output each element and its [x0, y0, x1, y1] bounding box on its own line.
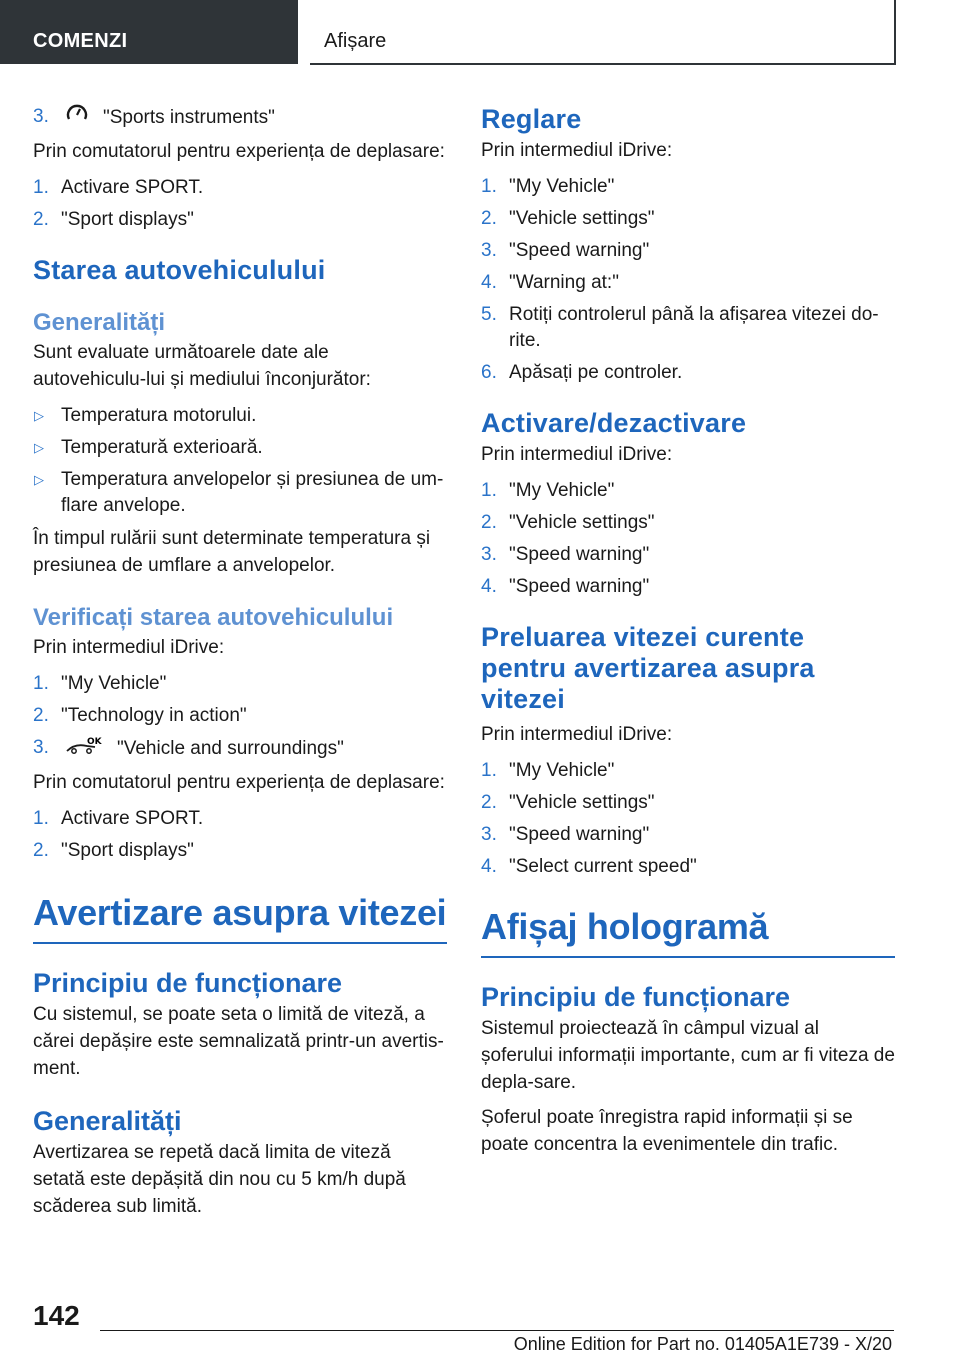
bullet-list — [33, 403, 447, 519]
general-text: Sunt evaluate următoarele date ale autovehiculu-lui și mediului înconjurător: — [33, 342, 371, 390]
list-item: 4. "Speed warning" — [481, 576, 650, 597]
list-item: 3. "Speed warning" — [481, 240, 650, 261]
chapter-title: Afișare — [324, 30, 387, 52]
list-item: 2. "Sport displays" — [33, 209, 194, 230]
steps-list — [481, 478, 895, 600]
sports-instruments-step: 3. "Sports instruments" — [33, 104, 447, 132]
steps-list — [481, 174, 895, 386]
triangle-bullet-icon: ▷ — [34, 472, 44, 487]
page-number: 142 — [33, 1300, 80, 1331]
idrive-intro: Prin intermediul iDrive: — [481, 140, 673, 161]
list-item: 3. "Speed warning" — [481, 544, 650, 565]
heading-toggle: Activare/dezactivare — [481, 408, 747, 438]
principle-text: Cu sistemul, se poate seta o limită de viteză, a cărei depășire este semnalizată printr-un avertis-ment. — [33, 1004, 444, 1079]
triangle-bullet-icon: ▷ — [34, 440, 44, 455]
list-item: ▷ Temperatura motorului. — [33, 403, 447, 429]
section-title: COMENZI — [33, 30, 128, 52]
list-item: 1. "My Vehicle" — [481, 480, 615, 501]
general2-text: Avertizarea se repetă dacă limita de viteză setată este depășită din nou cu 5 km/h după scăderea sub limită. — [33, 1142, 406, 1217]
list-item: 1. "My Vehicle" — [33, 673, 167, 694]
idrive-intro: Prin intermediul iDrive: — [481, 444, 673, 465]
steps-list — [33, 806, 447, 864]
list-item: 5. Rotiți controlerul până la afișarea vitezei do-rite. — [481, 304, 879, 351]
right-column — [481, 96, 895, 1158]
chapter-heading — [33, 892, 447, 944]
list-item: 2. "Vehicle settings" — [481, 208, 655, 229]
left-column — [33, 96, 447, 1220]
list-item: 2. "Vehicle settings" — [481, 792, 655, 813]
chapter-heading — [481, 906, 895, 958]
heading-hud: Afișaj hologramă — [481, 906, 769, 947]
list-item: 3. OK "Vehicle and surroundings" — [33, 735, 447, 763]
list-item: 1. Activare SPORT. — [33, 177, 204, 198]
idrive-intro: Prin intermediul iDrive: — [33, 637, 225, 658]
footer-divider — [100, 1330, 894, 1331]
steps-list — [33, 175, 447, 233]
driving-text: În timpul rulării sunt determinate temperatura și presiunea de umflare a anvelopelor. — [33, 528, 431, 576]
list-item: 4. "Warning at:" — [481, 272, 619, 293]
list-item: 1. Activare SPORT. — [33, 808, 204, 829]
heading-general: Generalități — [33, 309, 166, 336]
list-item: ▷ Temperatura anvelopelor și presiunea de um-flare anvelope. — [34, 469, 444, 516]
section-tab — [0, 0, 298, 64]
sports-gauge-icon — [65, 104, 89, 132]
list-item: 2. "Technology in action" — [33, 705, 247, 726]
driving-experience-intro: Prin comutatorul pentru experiența de deplasare: — [33, 772, 445, 793]
list-item: 6. Apăsați pe controler. — [481, 362, 683, 383]
hud-text: Șoferul poate înregistra rapid informații și se poate concentra la evenimentele din trafic. — [481, 1107, 853, 1155]
triangle-bullet-icon: ▷ — [34, 408, 44, 423]
heading-vehicle-status: Starea autovehiculului — [33, 255, 326, 285]
steps-list — [481, 758, 895, 880]
list-item: 1. "My Vehicle" — [481, 760, 615, 781]
heading-general: Generalități — [33, 1106, 182, 1136]
heading-check-status: Verificați starea autovehiculului — [33, 604, 394, 631]
edition-text: Online Edition for Part no. 01405A1E739 - X/20 — [513, 1334, 892, 1354]
list-item: 2. "Sport displays" — [33, 840, 194, 861]
driving-experience-intro: Prin comutatorul pentru experiența de deplasare: — [33, 141, 445, 162]
heading-take-speed: Preluarea vitezei curente pentru avertizarea asupra vitezei — [481, 622, 815, 714]
list-item: 2. "Vehicle settings" — [481, 512, 655, 533]
list-item: 4. "Select current speed" — [481, 856, 697, 877]
hud-text: Sistemul proiectează în câmpul vizual al șoferului informații importante, cum ar fi viteza de depla-sare. — [481, 1018, 895, 1093]
heading-speed-warning: Avertizare asupra vitezei — [33, 892, 447, 933]
idrive-intro: Prin intermediul iDrive: — [481, 724, 673, 745]
heading-principle: Principiu de funcționare — [481, 982, 791, 1012]
chapter-tab — [310, 0, 896, 65]
list-item: ▷ Temperatură exterioară. — [33, 435, 447, 461]
heading-adjust: Reglare — [481, 104, 582, 134]
list-item: 1. "My Vehicle" — [481, 176, 615, 197]
list-item: 3. "Speed warning" — [481, 824, 650, 845]
heading-principle: Principiu de funcționare — [33, 968, 343, 998]
steps-list — [33, 671, 447, 763]
step-label: "Sports instruments" — [103, 107, 275, 129]
vehicle-ok-icon — [65, 735, 103, 763]
svg-text:OK: OK — [87, 737, 102, 747]
